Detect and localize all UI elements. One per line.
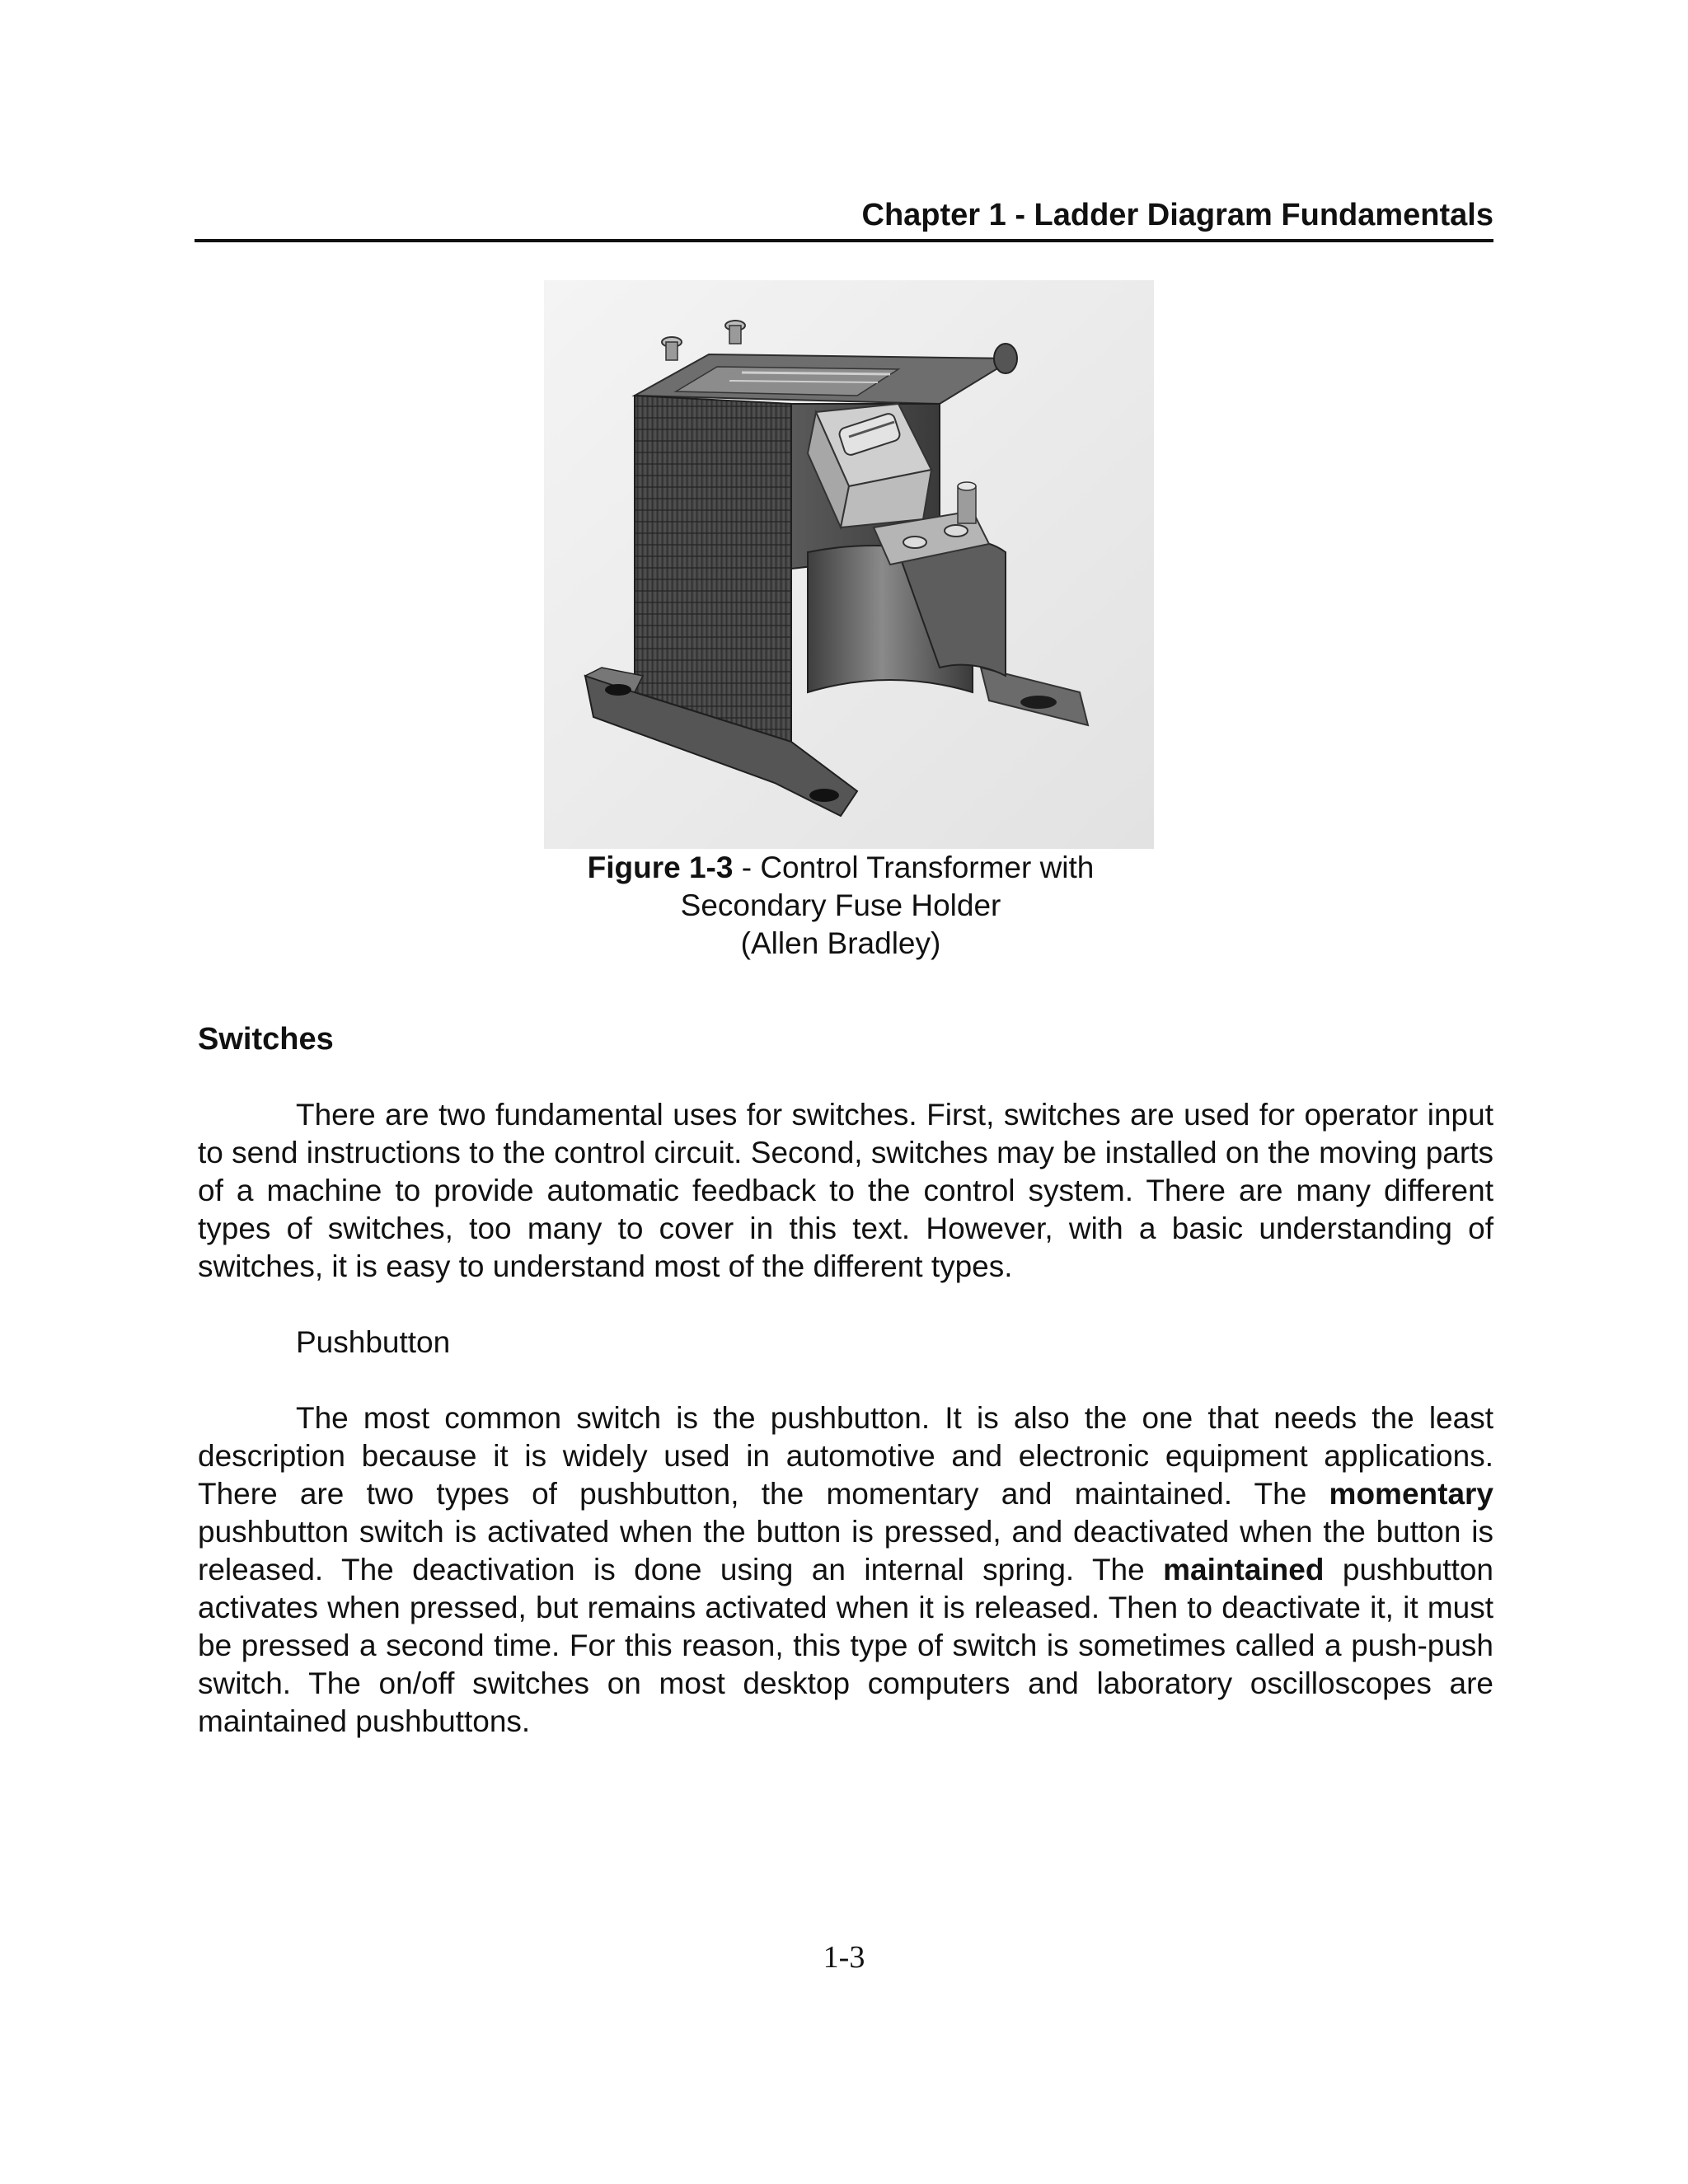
pushbutton-text-c: pushbutton switch is activated when the button is pressed, and deactivated when the button is released. The deactivation is done using an internal spring. The — [198, 1515, 1493, 1586]
paragraph-pushbutton — [198, 1399, 1493, 1741]
subheading-pushbutton: Pushbutton — [296, 1325, 451, 1359]
pushbutton-text-e: pushbutton activates when pressed, but remains activated when it is released. Then to deactivate it, it must be pressed a second time. For this reason, this type of switch is sometimes called a push-push switch. The on/off switches on most desktop computers and laboratory oscilloscopes are maintained pushbuttons. — [198, 1553, 1493, 1738]
pushbutton-text-a: The most common switch is the pushbutton. It is also the one that needs the least description because it is widely used in automotive and electronic equipment applications. There are two types of pushbutton, the momentary and maintained. The — [198, 1401, 1493, 1511]
section-heading-switches: Switches — [198, 1022, 334, 1057]
header-rule — [195, 239, 1493, 242]
caption-text-1: - Control Transformer with — [733, 851, 1095, 884]
figure-label: Figure 1-3 — [587, 851, 734, 884]
caption-line-3: (Allen Bradley) — [740, 926, 941, 960]
caption-line-2: Secondary Fuse Holder — [680, 888, 1001, 922]
term-maintained: maintained — [1163, 1553, 1325, 1586]
paragraph-switch-uses: There are two fundamental uses for switches. First, switches are used for operator input to send instructions to the control circuit. Second, switches may be installed on the moving parts of a machine to provide automatic feedback to the control system. There are many different types of switches, too many to cover in this text. However, with a basic understanding of switches, it is easy to understand most of the different types. — [198, 1098, 1493, 1283]
term-momentary: momentary — [1329, 1477, 1493, 1511]
caption-line-1 — [462, 849, 1220, 887]
page-number: 1-3 — [823, 1940, 865, 1975]
transformer-figure — [544, 280, 1154, 849]
chapter-header: Chapter 1 - Ladder Diagram Fundamentals — [861, 198, 1493, 232]
figure-caption — [462, 849, 1220, 963]
